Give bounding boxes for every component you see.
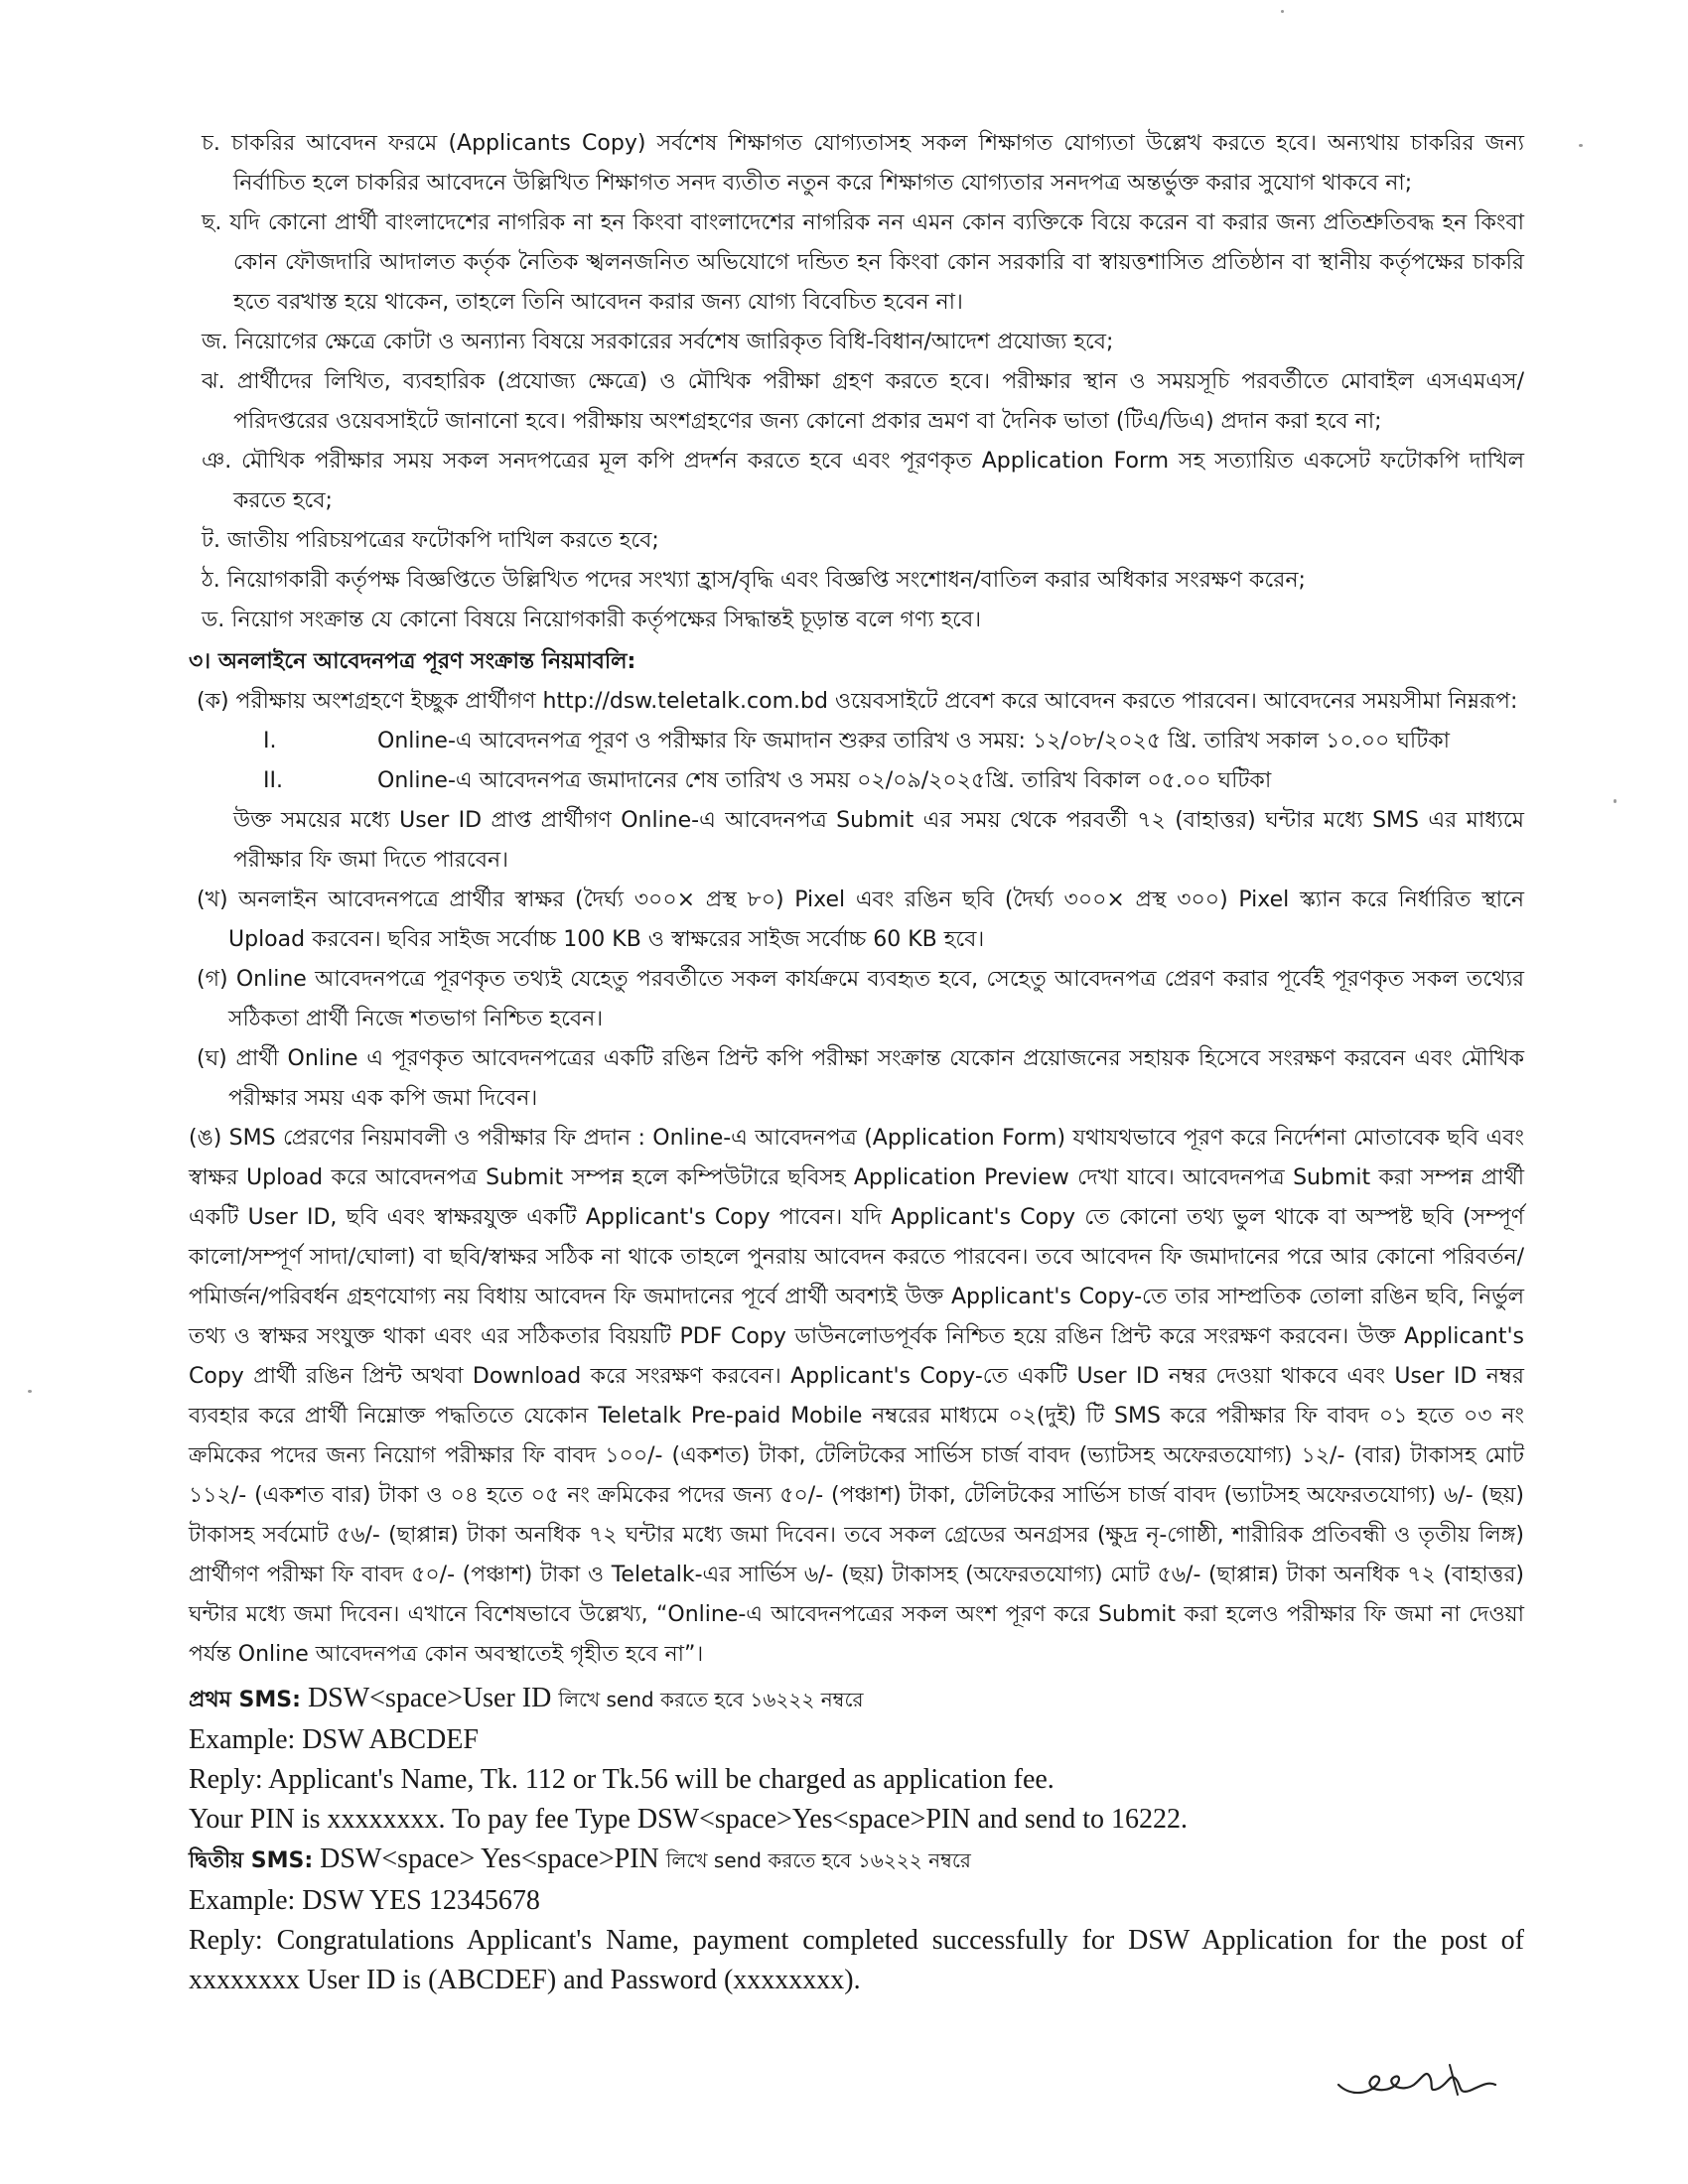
schedule-start <box>189 722 1524 761</box>
clause-ga: (গ) Online আবেদনপত্রে পূরণকৃত তথ্যই যেহেতু পরবর্তীতে সকল কার্যক্রমে ব্যবহৃত হবে, সেহেতু আবেদনপত্র প্রেরণ করার পূর্বেই পূরণকৃত সকল তথ্যের সঠিকতা প্রার্থী নিজে শতভাগ নিশ্চিত হবেন। <box>197 967 1524 1031</box>
schedule-note: উক্ত সময়ের মধ্যে User ID প্রাপ্ত প্রার্থীগণ Online-এ আবেদনপত্র Submit এর সময় থেকে পরবর্তী ৭২ (বাহাত্তর) ঘন্টার মধ্যে SMS এর মাধ্যমে পরীক্ষার ফি জমা দিতে পারবেন। <box>233 808 1524 873</box>
first-sms-format: DSW<space>User ID <box>300 1683 559 1713</box>
pin-line: Your PIN is xxxxxxxx. To pay fee Type DSW<space>Yes<space>PIN and send to 16222. <box>189 1804 1188 1835</box>
second-sms-label: দ্বিতীয় SMS: <box>189 1848 314 1873</box>
second-sms-tail: লিখে send করতে হবে ১৬২২২ নম্বরে <box>665 1848 971 1872</box>
clause-tha: ঠ. নিয়োগকারী কর্তৃপক্ষ বিজ্ঞপ্তিতে উল্লিখিত পদের সংখ্যা হ্রাস/বৃদ্ধি এবং বিজ্ঞপ্তি সংশোধন/বাতিল করার অধিকার সংরক্ষণ করেন; <box>202 568 1306 593</box>
clause-chha: ছ. যদি কোনো প্রার্থী বাংলাদেশের নাগরিক না হন কিংবা বাংলাদেশের নাগরিক নন এমন কোন ব্যক্তিকে বিয়ে করেন বা করার জন্য প্রতিশ্রুতিবদ্ধ হন কিংবা কোন ফৌজদারি আদালত কর্তৃক নৈতিক স্খলনজনিত অভিযোগে দন্ডিত হন কিংবা কোন সরকারি বা স্বায়ত্তশাসিত প্রতিষ্ঠান বা স্থানীয় কর্তৃপক্ষের চাকরি হতে বরখাস্ত হয়ে থাকেন, তাহলে তিনি আবেদন করার জন্য যোগ্য বিবেচিত হবেন না। <box>202 210 1524 315</box>
clause-cha: চ. চাকরির আবেদন ফরমে (Applicants Copy) সর্বশেষ শিক্ষাগত যোগ্যতাসহ সকল শিক্ষাগত যোগ্যতা উল্লেখ করতে হবে। অন্যথায় চাকরির জন্য নির্বাচিত হলে চাকরির আবেদনে উল্লিখিত শিক্ষাগত সনদ ব্যতীত নতুন করে শিক্ষাগত যোগ্যতার সনদপত্র অন্তর্ভুক্ত করার সুযোগ থাকবে না; <box>202 131 1524 196</box>
clause-jha: ঝ. প্রার্থীদের লিখিত, ব্যবহারিক (প্রযোজ্য ক্ষেত্রে) ও মৌখিক পরীক্ষা গ্রহণ করতে হবে। পরীক্ষার স্থান ও সময়সূচি পরবর্তীতে মোবাইল এসএমএস/পরিদপ্তরের ওয়েবসাইটে জানানো হবে। পরীক্ষায় অংশগ্রহণের জন্য কোনো প্রকার ভ্রমণ বা দৈনিক ভাতা (টিএ/ডিএ) প্রদান করা হবে না; <box>202 369 1524 434</box>
schedule-end <box>189 761 1524 801</box>
example-2: Example: DSW YES 12345678 <box>189 1885 540 1916</box>
clause-ta: ট. জাতীয় পরিচয়পত্রের ফটোকপি দাখিল করতে হবে; <box>202 528 659 553</box>
example-1: Example: DSW ABCDEF <box>189 1724 479 1755</box>
scan-speck <box>1281 10 1284 13</box>
clause-nya: ঞ. মৌখিক পরীক্ষার সময় সকল সনদপত্রের মূল কপি প্রদর্শন করতে হবে এবং পূরণকৃত Application Form সহ সত্যায়িত একসেট ফটোকপি দাখিল করতে হবে; <box>202 449 1524 513</box>
first-sms-tail: লিখে send করতে হবে ১৬২২২ নম্বরে <box>558 1688 864 1711</box>
clause-ja: জ. নিয়োগের ক্ষেত্রে কোটা ও অন্যান্য বিষয়ে সরকারের সর্বশেষ জারিকৃত বিধি-বিধান/আদেশ প্রযোজ্য হবে; <box>202 330 1114 354</box>
reply-2: Reply: Congratulations Applicant's Name, payment completed successfully for DSW Application for the post of xxxxxxxx User ID is (ABCDEF) and Password (xxxxxxxx). <box>189 1925 1524 1995</box>
clause-kha: (খ) অনলাইন আবেদনপত্রে প্রার্থীর স্বাক্ষর (দৈর্ঘ্য ৩০০× প্রস্থ ৮০) Pixel এবং রঙিন ছবি (দৈর্ঘ্য ৩০০× প্রস্থ ৩০০) Pixel স্ক্যান করে নির্ধারিত স্থানে Upload করবেন। ছবির সাইজ সর্বোচ্চ 100 KB ও স্বাক্ষরের সাইজ সর্বোচ্চ 60 KB হবে। <box>197 887 1524 952</box>
second-sms-line <box>189 1840 1524 1881</box>
sms-instructions <box>189 1679 1524 2000</box>
handwritten-signature <box>1331 2055 1509 2105</box>
section-3-heading: ৩। অনলাইনে আবেদনপত্র পূরণ সংক্রান্ত নিয়মাবলি: <box>189 649 636 674</box>
scan-speck <box>1579 144 1583 147</box>
first-sms-line <box>189 1679 1524 1720</box>
clause-uma: (ঙ) SMS প্রেরণের নিয়মাবলী ও পরীক্ষার ফি প্রদান : Online-এ আবেদনপত্র (Application Form) যথাযথভাবে পূরণ করে নির্দেশনা মোতাবেক ছবি এবং স্বাক্ষর Upload করে আবেদনপত্র Submit সম্পন্ন হলে কম্পিউটারে ছবিসহ Application Preview দেখা যাবে। আবেদনপত্র Submit করা সম্পন্ন প্রার্থী একটি User ID, ছবি এবং স্বাক্ষরযুক্ত একটি Applicant's Copy পাবেন। যদি Applicant's Copy তে কোনো তথ্য ভুল থাকে বা অস্পষ্ট ছবি (সম্পূর্ণ কালো/সম্পূর্ণ সাদা/ঘোলা) বা ছবি/স্বাক্ষর সঠিক না থাকে তাহলে পুনরায় আবেদন করতে পারবেন। তবে আবেদন ফি জমাদানের পরে আর কোনো পরিবর্তন/পমিার্জন/পরিবর্ধন গ্রহণযোগ্য নয় বিধায় আবেদন ফি জমাদানের পূর্বে প্রার্থী অবশ্যই উক্ত Applicant's Copy-তে তার সাম্প্রতিক তোলা রঙিন ছবি, নির্ভুল তথ্য ও স্বাক্ষর সংযুক্ত থাকা এবং এর সঠিকতার বিয়য়টি PDF Copy ডাউনলোডপূর্বক নিশ্চিত হয়ে রঙিন প্রিন্ট করে সংরক্ষণ করবেন। উক্ত Applicant's Copy প্রার্থী রঙিন প্রিন্ট অথবা Download করে সংরক্ষণ করবেন। Applicant's Copy-তে একটি User ID নম্বর দেওয়া থাকবে এবং User ID নম্বর ব্যবহার করে প্রার্থী নিম্নোক্ত পদ্ধতিতে যেকোন Teletalk Pre-paid Mobile নম্বরের মাধ্যমে ০২(দুই) টি SMS করে পরীক্ষার ফি বাবদ ০১ হতে ০৩ নং ক্রমিকের পদের জন্য নিয়োগ পরীক্ষার ফি বাবদ ১০০/- (একশত) টাকা, টেলিটকের সার্ভিস চার্জ বাবদ (ভ্যাটসহ অফেরতযোগ্য) ১২/- (বার) টাকাসহ মোট ১১২/- (একশত বার) টাকা ও ০৪ হতে ০৫ নং ক্রমিকের পদের জন্য ৫০/- (পঞ্চাশ) টাকা, টেলিটকের সার্ভিস চার্জ বাবদ (ভ্যাটসহ অফেরতযোগ্য) ৬/- (ছয়) টাকাসহ সর্বমোট ৫৬/- (ছাপ্পান্ন) টাকা অনধিক ৭২ ঘন্টার মধ্যে জমা দিবেন। তবে সকল গ্রেডের অনগ্রসর (ক্ষুদ্র নৃ-গোষ্ঠী, শারীরিক প্রতিবন্ধী ও তৃতীয় লিঙ্গ) প্রার্থীগণ পরীক্ষা ফি বাবদ ৫০/- (পঞ্চাশ) টাকা ও Teletalk-এর সার্ভিস ৬/- (ছয়) টাকাসহ (অফেরতযোগ্য) মোট ৫৬/- (ছাপ্পান্ন) টাকা অনধিক ৭২ (বাহাত্তর) ঘন্টার মধ্যে জমা দিবেন। এখানে বিশেষভাবে উল্লেখ্য, “Online-এ আবেদনপত্রের সকল অংশ পূরণ করে Submit করা হলেও পরীক্ষার ফি জমা না দেওয়া পর্যন্ত Online আবেদনপত্র কোন অবস্থাতেই গৃহীত হবে না”। <box>189 1126 1525 1667</box>
clause-da: ড. নিয়োগ সংক্রান্ত যে কোনো বিষয়ে নিয়োগকারী কর্তৃপক্ষের সিদ্ধান্তই চূড়ান্ত বলে গণ্য হবে। <box>202 608 982 632</box>
schedule-end-text: Online-এ আবেদনপত্র জমাদানের শেষ তারিখ ও সময় ০২/০৯/২০২৫খ্রি. তারিখ বিকাল ০৫.০০ ঘটিকা <box>377 768 1272 793</box>
schedule-start-text: Online-এ আবেদনপত্র পূরণ ও পরীক্ষার ফি জমাদান শুরুর তারিখ ও সময়: ১২/০৮/২০২৫ খ্রি. তারিখ সকাল ১০.০০ ঘটিকা <box>377 729 1450 753</box>
second-sms-format: DSW<space> Yes<space>PIN <box>313 1843 666 1874</box>
scan-speck <box>1614 799 1617 803</box>
scan-speck <box>28 1390 32 1393</box>
clause-ka: (ক) পরীক্ষায় অংশগ্রহণে ইচ্ছুক প্রার্থীগণ http://dsw.teletalk.com.bd ওয়েবসাইটে প্রবেশ করে আবেদন করতে পারবেন। আবেদনের সময়সীমা নিম্নরূপ: <box>197 689 1518 714</box>
first-sms-label: প্রথম SMS: <box>189 1688 301 1712</box>
document-body <box>189 124 1524 2000</box>
reply-1: Reply: Applicant's Name, Tk. 112 or Tk.56 will be charged as application fee. <box>189 1764 1055 1795</box>
roman-numeral: I. <box>263 729 277 753</box>
roman-numeral: II. <box>263 768 283 793</box>
clause-gha: (ঘ) প্রার্থী Online এ পূরণকৃত আবেদনপত্রের একটি রঙিন প্রিন্ট কপি পরীক্ষা সংক্রান্ত যেকোন প্রয়োজনের সহায়ক হিসেবে সংরক্ষণ করবেন এবং মৌখিক পরীক্ষার সময় এক কপি জমা দিবেন। <box>197 1046 1524 1111</box>
